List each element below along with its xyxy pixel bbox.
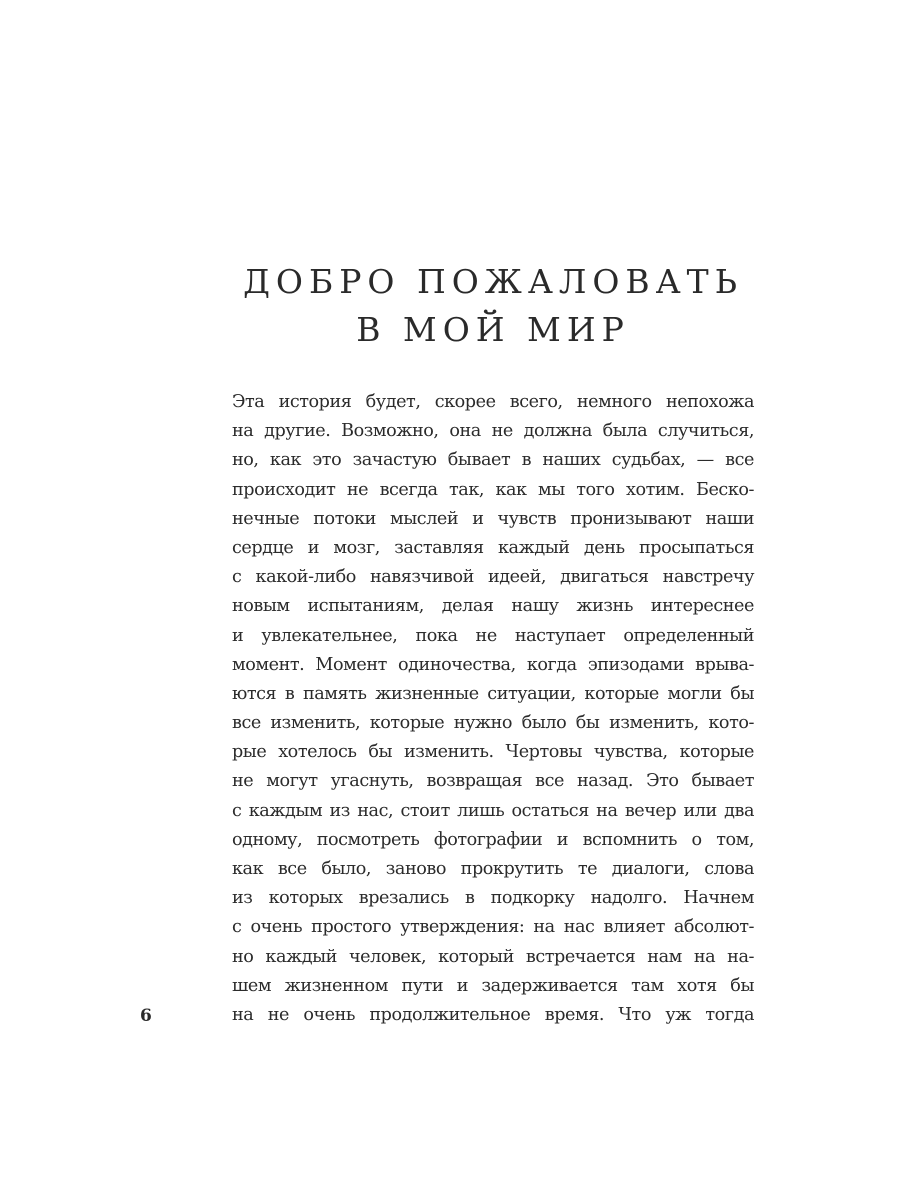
- text-line: сердце и мозг, заставляя каждый день просыпаться: [232, 537, 754, 558]
- text-line: на другие. Возможно, она не должна была случиться,: [232, 421, 754, 442]
- text-line: из которых врезались в подкорку надолго. Начнем: [232, 888, 754, 909]
- text-line: шем жизненном пути и задерживается там хотя бы: [232, 975, 754, 996]
- text-line: рые хотелось бы изменить. Чертовы чувства, которые: [232, 742, 754, 763]
- text-line: но каждый человек, который встречается нам на на-: [232, 946, 754, 967]
- text-line: с очень простого утверждения: на нас влияет абсолют-: [232, 917, 754, 938]
- page-number: 6: [140, 1006, 152, 1026]
- body-paragraph: [232, 388, 754, 1030]
- text-line: происходит не всегда так, как мы того хотим. Беско-: [232, 479, 754, 500]
- text-line: одному, посмотреть фотографии и вспомнить о том,: [232, 829, 754, 850]
- text-line: не могут угаснуть, возвращая все назад. Это бывает: [232, 771, 754, 792]
- text-line: нечные потоки мыслей и чувств пронизывают наши: [232, 508, 754, 529]
- text-line: Эта история будет, скорее всего, немного непохожа: [232, 392, 754, 412]
- text-line: и увлекательнее, пока не наступает определенный: [232, 625, 754, 646]
- text-line: момент. Момент одиночества, когда эпизодами врыва-: [232, 654, 754, 675]
- text-line: новым испытаниям, делая нашу жизнь интереснее: [232, 596, 754, 617]
- text-line: но, как это зачастую бывает в наших судьбах, — все: [232, 450, 754, 471]
- text-line: с какой-либо навязчивой идеей, двигаться навстречу: [232, 567, 754, 588]
- text-line: на не очень продолжительное время. Что уж тогда: [232, 1004, 754, 1025]
- text-line: как все было, заново прокрутить те диалоги, слова: [232, 859, 754, 879]
- text-line: ются в память жизненные ситуации, которые могли бы: [232, 683, 754, 704]
- text-line: с каждым из нас, стоит лишь остаться на вечер или два: [232, 800, 754, 821]
- text-line: все изменить, которые нужно было бы изменить, кото-: [232, 713, 754, 734]
- chapter-title-line-2: В МОЙ МИР: [356, 310, 630, 349]
- chapter-title: [232, 258, 754, 354]
- chapter-title-line-1: ДОБРО ПОЖАЛОВАТЬ: [243, 262, 743, 301]
